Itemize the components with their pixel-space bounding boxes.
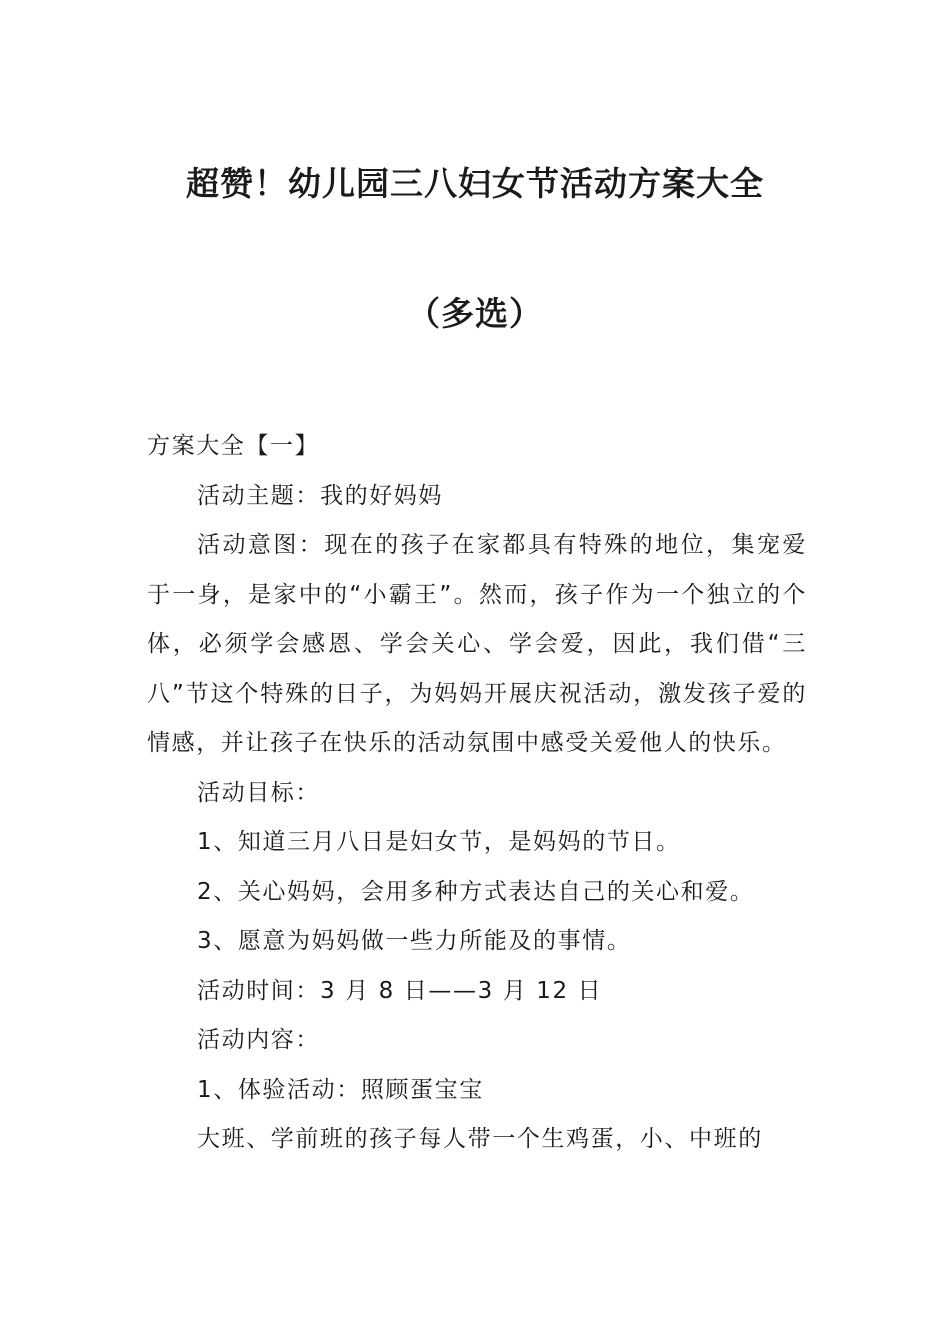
content-text: 大班、学前班的孩子每人带一个生鸡蛋，小、中班的 [197, 1126, 763, 1152]
section-heading: 方案大全【一】 [147, 433, 320, 459]
activity-theme: 活动主题：我的好妈妈 [197, 482, 443, 509]
content-label: 活动内容： [197, 1027, 320, 1053]
goal-item: 1、知道三月八日是妇女节，是妈妈的节日。 [197, 829, 681, 855]
document-subtitle: （多选） [407, 294, 543, 333]
content-item: 1、体验活动：照顾蛋宝宝 [197, 1076, 484, 1103]
goal-item: 2、关心妈妈，会用多种方式表达自己的关心和爱。 [197, 878, 755, 905]
document-title: 超赞！幼儿园三八妇女节活动方案大全 [186, 164, 764, 203]
activity-intent: 活动意图：现在的孩子在家都具有特殊的地位，集宠爱于一身，是家中的“小霸王”。然而，孩子作为一个独立的个体，必须学会感恩、学会关心、学会爱，因此，我们借“三八”节这个特殊的日子，为妈妈开展庆祝活动，激发孩子爱的情感，并让孩子在快乐的活动氛围中感受关爱他人的快乐。 [147, 532, 807, 756]
goal-item: 3、愿意为妈妈做一些力所能及的事情。 [197, 928, 632, 954]
activity-time: 活动时间：3 月 8 日——3 月 12 日 [197, 977, 603, 1004]
document-body [147, 422, 807, 1165]
goals-label: 活动目标： [197, 779, 320, 806]
